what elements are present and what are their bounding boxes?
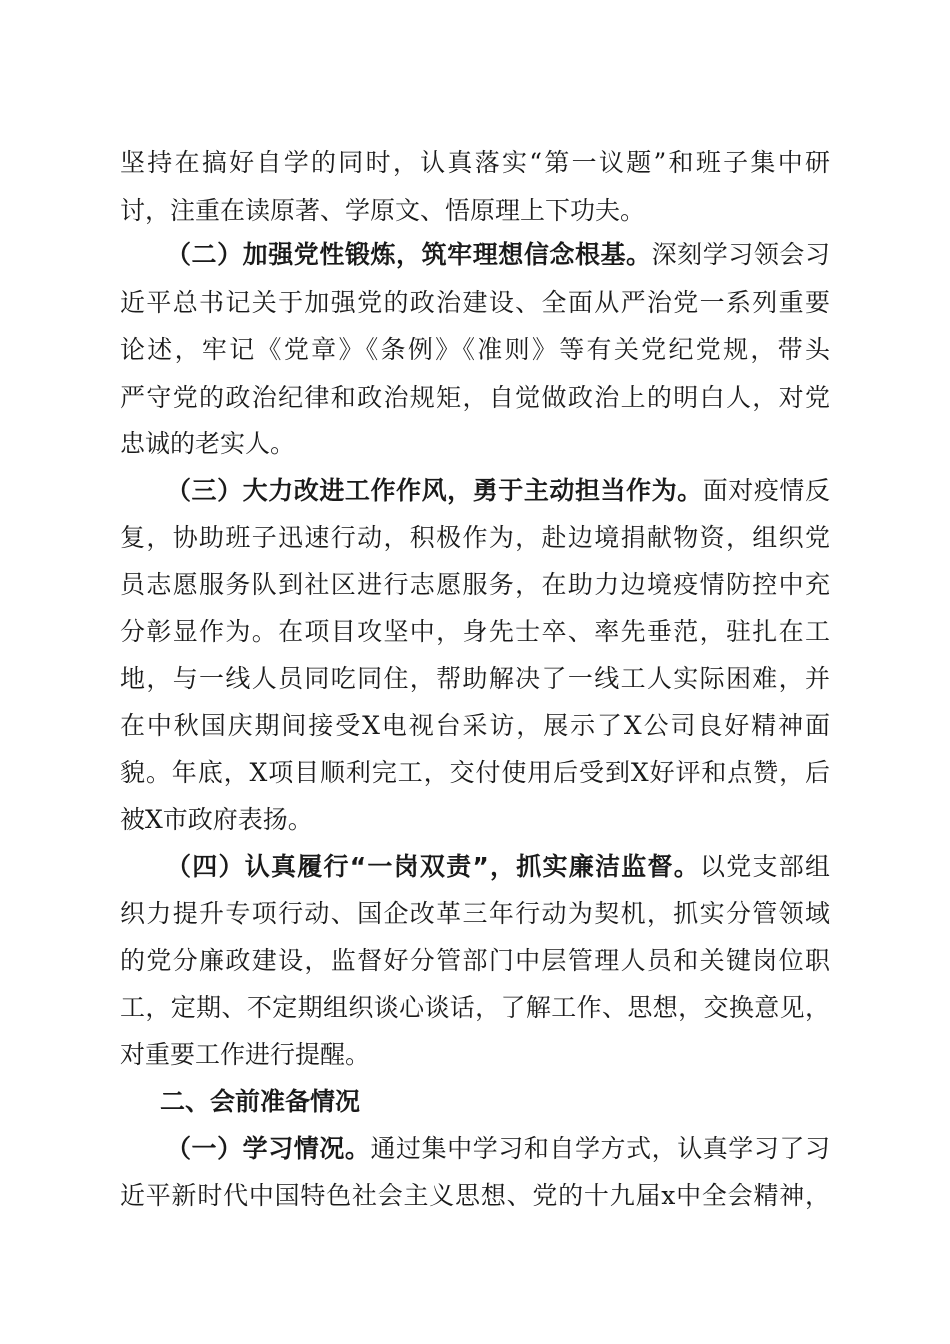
paragraph-rest: 面对疫情反 bbox=[702, 476, 830, 505]
paragraph-first-line bbox=[166, 474, 830, 508]
paragraph-lead: （四）认真履行“一岗双责”，抓实廉洁监督。 bbox=[166, 852, 700, 881]
paragraph-first-line bbox=[166, 1132, 830, 1166]
paragraph-rest: 通过集中学习和自学方式，认真学习了习 bbox=[370, 1134, 830, 1163]
body-line: 织力提升专项行动、国企改革三年行动为契机，抓实分管领域 bbox=[120, 899, 830, 928]
body-line: 在中秋国庆期间接受X电视台采访，展示了X公司良好精神面 bbox=[120, 711, 830, 740]
body-line: 工，定期、不定期组织谈心谈话，了解工作、思想，交换意见， bbox=[120, 993, 830, 1022]
section-heading: 二、会前准备情况 bbox=[160, 1087, 361, 1116]
paragraph-lead: （一）学习情况。 bbox=[166, 1134, 371, 1163]
body-line: 坚持在搞好自学的同时，认真落实“第一议题”和班子集中研 bbox=[120, 148, 830, 177]
body-line: 员志愿服务队到社区进行志愿服务，在助力边境疫情防控中充 bbox=[120, 570, 830, 599]
body-line: 分彰显作为。在项目攻坚中，身先士卒、率先垂范，驻扎在工 bbox=[120, 617, 830, 646]
body-line: 地，与一线人员同吃同住，帮助解决了一线工人实际困难，并 bbox=[120, 664, 830, 693]
body-line: 论述，牢记《党章》《条例》《准则》等有关党纪党规，带头 bbox=[120, 335, 830, 364]
paragraph-lead: （三）大力改进工作作风，勇于主动担当作为。 bbox=[166, 476, 703, 505]
body-line: 的党分廉政建设，监督好分管部门中层管理人员和关键岗位职 bbox=[120, 946, 830, 975]
body-line: 被X市政府表扬。 bbox=[120, 805, 313, 834]
paragraph-first-line bbox=[166, 238, 830, 272]
body-line: 讨，注重在读原著、学原文、悟原理上下功夫。 bbox=[120, 196, 646, 225]
paragraph-rest: 深刻学习领会习 bbox=[651, 240, 830, 269]
body-line: 近平总书记关于加强党的政治建设、全面从严治党一系列重要 bbox=[120, 288, 830, 317]
paragraph-lead: （二）加强党性锻炼，筑牢理想信念根基。 bbox=[166, 240, 652, 269]
body-line: 对重要工作进行提醒。 bbox=[120, 1040, 371, 1069]
body-line: 近平新时代中国特色社会主义思想、党的十九届x中全会精神， bbox=[120, 1181, 830, 1210]
paragraph-first-line bbox=[166, 850, 830, 884]
body-line: 复，协助班子迅速行动，积极作为，赴边境捐献物资，组织党 bbox=[120, 523, 830, 552]
body-line: 忠诚的老实人。 bbox=[120, 429, 296, 458]
body-line: 严守党的政治纪律和政治规矩，自觉做政治上的明白人，对党 bbox=[120, 383, 830, 412]
body-line: 貌。年底，X项目顺利完工，交付使用后受到X好评和点赞，后 bbox=[120, 758, 830, 787]
paragraph-rest: 以党支部组 bbox=[700, 852, 830, 881]
